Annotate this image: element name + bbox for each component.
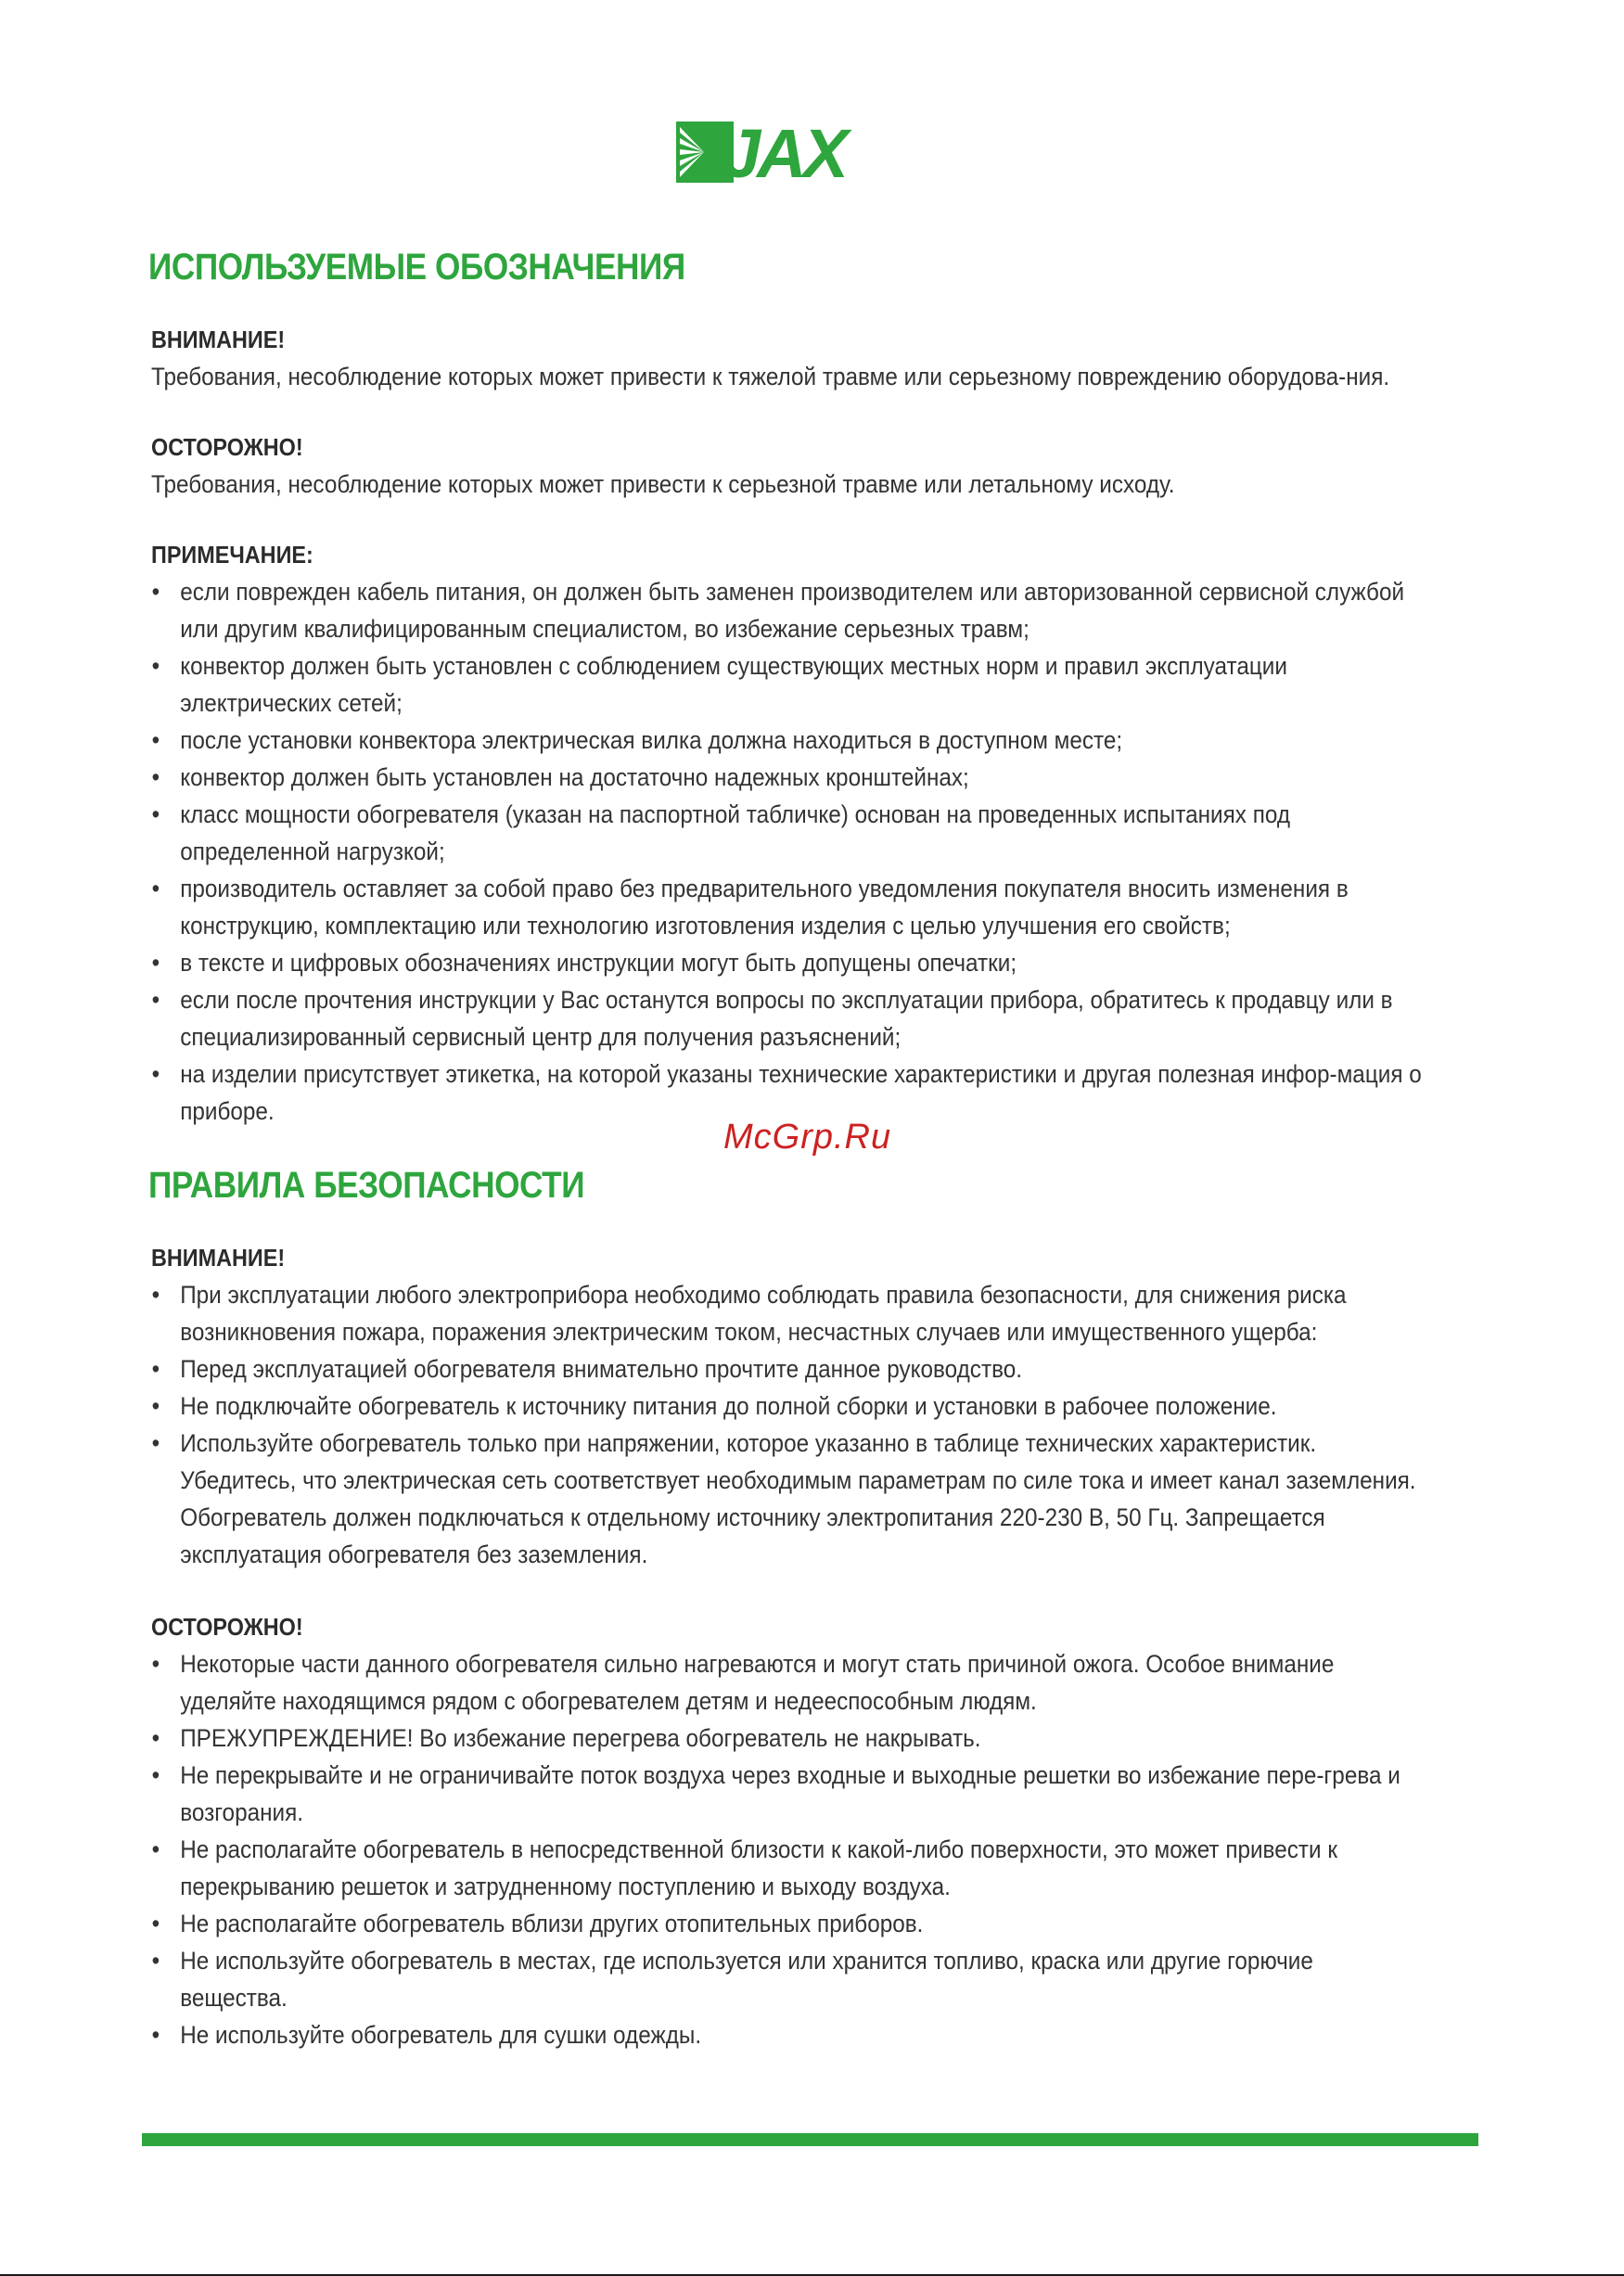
safety-caution-list [148,1645,1426,2053]
note-item-text: после установки конвектора электрическая вилка должна находиться в доступном месте; [180,726,1123,754]
caution-text: Требования, несоблюдение которых может привести к серьезной травме или летальному исходу. [151,470,1175,498]
attention-block [148,321,1447,395]
safety-attention-item [148,1276,1426,1350]
note-item-text: конвектор должен быть установлен с соблюдением существующих местных норм и правил эксплуатации электрических сетей; [180,652,1287,717]
safety-caution-item-text: Не используйте обогреватель в местах, где используется или хранится топливо, краска или другие горючие вещества. [180,1947,1313,2012]
note-item [148,796,1426,870]
bullet: • [151,578,160,606]
safety-caution-item [148,1720,1426,1757]
safety-caution-item [148,1645,1426,1720]
safety-caution-item [148,1831,1426,1905]
note-item [148,759,1426,796]
section-title-safety: ПРАВИЛА БЕЗОПАСНОСТИ [148,1165,585,1206]
bullet: • [151,1947,160,1975]
bullet: • [151,1910,160,1937]
safety-caution-item [148,1905,1426,1942]
note-item [148,647,1426,722]
note-item-text: производитель оставляет за собой право без предварительного уведомления покупателя вносить изменения в конструкцию, комплектацию или технологию изготовления изделия с целью улучшения его свойств; [180,875,1349,940]
bullet: • [151,652,160,680]
safety-attention-label: ВНИМАНИЕ! [151,1244,286,1272]
note-item [148,573,1426,647]
bullet: • [151,1724,160,1752]
safety-caution-item [148,1942,1426,2016]
note-item [148,981,1426,1055]
bullet: • [151,875,160,902]
bullet: • [151,1281,160,1309]
safety-caution-item-text: Не располагайте обогреватель вблизи других отопительных приборов. [180,1910,924,1937]
safety-caution-item-text: Некоторые части данного обогревателя сильно нагреваются и могут стать причиной ожога. Особое внимание уделяйте находящимся рядом с обогревателем детям и недееспособным людям. [180,1650,1335,1715]
safety-caution-item-text: ПРЕЖУПРЕЖДЕНИЕ! Во избежание перегрева обогреватель не накрывать. [180,1724,981,1752]
attention-label: ВНИМАНИЕ! [151,326,286,353]
note-item [148,870,1426,944]
safety-attention-item-text: При эксплуатации любого электроприбора необходимо соблюдать правила безопасности, для снижения риска возникновения пожара, поражения электрическим током, несчастных случаев или имущественного ущерба: [180,1281,1347,1346]
safety-attention-item [148,1387,1426,1425]
bullet: • [151,1835,160,1863]
bullet: • [151,1392,160,1420]
bullet: • [151,763,160,791]
safety-caution-block [148,1608,1447,2053]
note-block [148,536,1447,1130]
note-item-text: конвектор должен быть установлен на достаточно надежных кронштейнах; [180,763,969,791]
note-label: ПРИМЕЧАНИЕ: [151,541,313,569]
watermark: McGrp.Ru [723,1118,892,1157]
attention-text: Требования, несоблюдение которых может привести к тяжелой травме или серьезному повреждению оборудова-ния. [151,363,1390,390]
safety-attention-block [148,1239,1447,1573]
note-item [148,722,1426,759]
safety-attention-item-text: Не подключайте обогреватель к источнику питания до полной сборки и установки в рабочее положение. [180,1392,1277,1420]
section-title-designations: ИСПОЛЬЗУЕМЫЕ ОБОЗНАЧЕНИЯ [148,247,685,288]
bullet: • [151,800,160,828]
caution-label: ОСТОРОЖНО! [151,433,303,461]
bullet: • [151,726,160,754]
bullet: • [151,949,160,977]
safety-attention-item [148,1425,1426,1573]
bullet: • [151,1650,160,1678]
jax-logo [676,121,947,183]
safety-caution-item [148,2016,1426,2053]
safety-caution-item [148,1757,1426,1831]
note-item-text: класс мощности обогревателя (указан на паспортной табличке) основан на проведенных испытаниях под определенной нагрузкой; [180,800,1291,865]
safety-attention-item-text: Используйте обогреватель только при напряжении, которое указанно в таблице технических характеристик. Убедитесь, что электрическая сеть соответствует необходимым параметрам по силе тока и имеет канал заземления. Обогреватель должен подключаться к отдельному источнику электропитания 220-230 В, 50 Гц. Запрещается эксплуатация обогревателя без заземления. [180,1429,1416,1568]
logo-text: JAX [722,121,845,183]
bullet: • [151,2021,160,2049]
safety-caution-item-text: Не перекрывайте и не ограничивайте поток воздуха через входные и выходные решетки во избежание пере-грева и возгорания. [180,1761,1400,1826]
note-item-text: на изделии присутствует этикетка, на которой указаны технические характеристики и другая полезная инфор-мация о приборе. [180,1060,1422,1125]
bullet: • [151,1355,160,1383]
note-item-text: если после прочтения инструкции у Вас останутся вопросы по эксплуатации прибора, обратитесь к продавцу или в специализированный сервисный центр для получения разъяснений; [180,986,1393,1051]
caution-block [148,428,1447,503]
bottom-accent-bar [142,2133,1478,2146]
bullet: • [151,1761,160,1789]
note-item [148,944,1426,981]
safety-caution-label: ОСТОРОЖНО! [151,1613,303,1641]
note-list [148,573,1426,1130]
safety-attention-item-text: Перед эксплуатацией обогревателя внимательно прочтите данное руководство. [180,1355,1022,1383]
safety-attention-list [148,1276,1426,1573]
bullet: • [151,986,160,1014]
note-item-text: если поврежден кабель питания, он должен быть заменен производителем или авторизованной сервисной службой или другим квалифицированным специалистом, во избежание серьезных травм; [180,578,1405,643]
jax-logo-graphic [676,121,947,183]
safety-caution-item-text: Не располагайте обогреватель в непосредственной близости к какой-либо поверхности, это может привести к перекрыванию решеток и затрудненному поступлению и выходу воздуха. [180,1835,1337,1900]
note-item-text: в тексте и цифровых обозначениях инструкции могут быть допущены опечатки; [180,949,1017,977]
bullet: • [151,1060,160,1088]
bullet: • [151,1429,160,1457]
safety-caution-item-text: Не используйте обогреватель для сушки одежды. [180,2021,702,2049]
safety-attention-item [148,1350,1426,1387]
